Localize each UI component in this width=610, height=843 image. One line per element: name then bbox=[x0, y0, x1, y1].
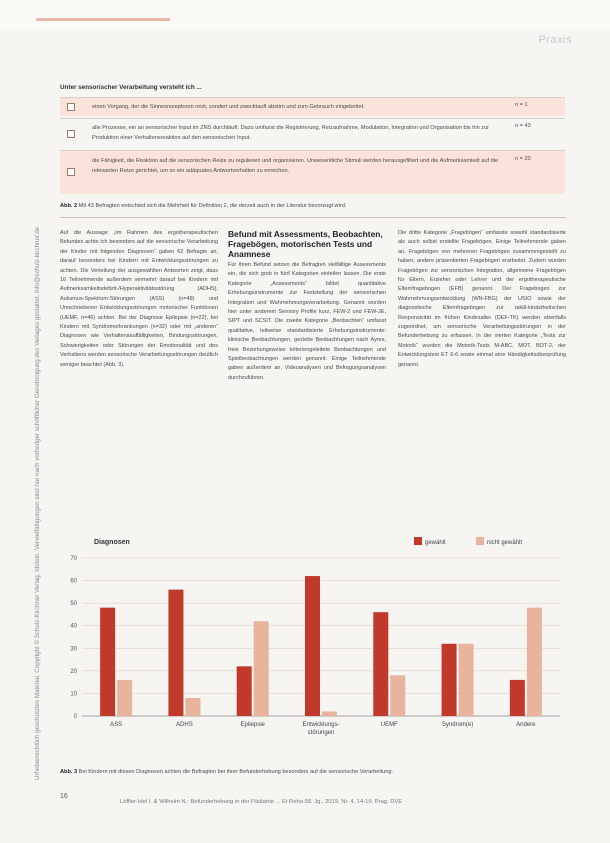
y-tick-label: 10 bbox=[70, 691, 77, 698]
y-tick-label: 30 bbox=[70, 646, 77, 653]
row-count: n = 1 bbox=[515, 102, 528, 108]
bar-gewaehlt bbox=[168, 590, 183, 716]
x-tick-label: Epilepsie bbox=[240, 722, 265, 728]
bar-gewaehlt bbox=[237, 666, 252, 716]
chart-title: Diagnosen bbox=[94, 539, 130, 546]
x-tick-label: störungen bbox=[307, 730, 335, 736]
section-label: Praxis bbox=[538, 34, 572, 46]
copyright-side-note: Urheberrechtlich geschütztes Material. Copyright © Schulz-Kirchner Verlag, Idstein. Vervielfältigungen sind nur nach vorheriger schriftlicher Genehmigung des Verlages gestattet. info@schulz-kirchner.de bbox=[34, 226, 41, 780]
legend-label: nicht gewählt bbox=[487, 540, 523, 546]
y-tick-label: 60 bbox=[70, 578, 77, 585]
bar-nicht-gewaehlt bbox=[527, 608, 542, 716]
y-tick-label: 70 bbox=[70, 556, 77, 562]
diagnoses-bar-chart bbox=[60, 532, 566, 764]
table-row bbox=[60, 118, 565, 147]
bar-nicht-gewaehlt bbox=[254, 621, 269, 716]
bar-nicht-gewaehlt bbox=[322, 711, 337, 716]
figure-caption-3 bbox=[60, 769, 566, 775]
caption-label: Abb. 2 bbox=[60, 203, 78, 209]
caption-text: Mit 43 Befragten entschied sich die Mehrheit für Definition 2, die derzeit auch in der Literatur bevorzugt wird. bbox=[78, 203, 347, 209]
table-row bbox=[60, 150, 565, 194]
section-heading: Befund mit Assessments, Beobachten, Fragebögen, motorischen Tests und Anamnese bbox=[228, 229, 383, 259]
checkbox-icon bbox=[67, 168, 75, 176]
row-text: alle Prozesse, ein an sensorischer Input im ZNS durchläuft. Dazu umfasst die Registrierung, Reizaufnahme, Modulation, Integration und Organisation bis hin zur Produktion einer Verhaltensreaktion auf den sensorischen Input. bbox=[92, 125, 490, 141]
x-tick-label: Andere bbox=[516, 722, 536, 728]
body-column-1: Auf die Aussage „Im Rahmen des ergotherapeutischen Befundes achte ich besonders auf die sensorische Verarbeitung der Kinder mit folgenden Diagnosen“ gaben 62 Befragte an, darauf besonders bei Kindern mit Entwicklungsstörungen zu achten. Die Verteilung der ausgewählten Antworten zeigt, dass 16 Teilnehmende außerdem vermehrt darauf bei Kindern mit Aufmerksamkeitsdefizit-/Hyperaktivitätsstörung (ADHS), Autismus-Spektrum-Störungen (ASS) (n=48) und Umschriebener Entwicklungsstörungen motorischer Funktionen (UEMF, n=46) achten. Bei der Diagnose Epilepsie (n=22), bei Kindern mit Syndromerkrankungen (n=32) oder mit „anderen“ Diagnosen wie Verhaltensauffälligkeiten, Bindungsstörungen, Schwierigkeiten oder Störungen der Emotionalität und des Verhaltens werden sensorische Verarbeitungsstörungen deutlich weniger beachtet (Abb. 3). bbox=[60, 230, 218, 368]
body-column-3: Die dritte Kategorie „Fragebögen“ umfasste sowohl standardisierte als auch selbst erstellte Fragebögen. Einige Teilnehmende gaben an, Fragebögen von mehreren Fragebögen zusammengestellt zu haben, andere präsentierten Fragebögen erarbeitet. Zudem wurden Fragebögen zur sensorischen Integration, allgemeine Fragebögen für Eltern, Erzieher oder Lehrer und der ergotherapeutische Elternfragebogen (EFB) genannt. Der Fragebogen zur Wahrnehmungsentwicklung (WN-FBG) der USIO sowie der diagnostische Elternfragebogen zur taktil-kinästhetischen Responsivität im frühen Kindesalter (DEF-TK) werden ebenfalls zugeordnet, um sensorische Verarbeitungsstörungen in der Befunderhebung zu erfassen. In der vierten Kategorie „Tests zur Motorik“ wurden die Motorik-Tests M-ABC, MOT, BOT-2, der Entwicklungstest ET 6-6 sowie einmal eine Händigkeitsüberprüfung genannt. bbox=[398, 230, 566, 368]
bar-gewaehlt bbox=[100, 608, 115, 716]
top-accent-line bbox=[36, 18, 170, 21]
table-title: Unter sensorischer Verarbeitung versteht ich ... bbox=[60, 84, 202, 91]
caption-text: Bei Kindern mit diesen Diagnosen achten die Befragten bei ihrer Befunderhebung besonders auf die sensorische Verarbeitung. bbox=[78, 769, 394, 775]
bar-gewaehlt bbox=[510, 680, 525, 716]
bar-nicht-gewaehlt bbox=[185, 698, 200, 716]
x-tick-label: Syndrom(e) bbox=[441, 722, 474, 728]
body-column-2 bbox=[228, 229, 386, 383]
y-tick-label: 40 bbox=[70, 623, 77, 630]
legend-label: gewählt bbox=[425, 540, 446, 546]
legend-swatch bbox=[414, 537, 422, 545]
bar-nicht-gewaehlt bbox=[459, 644, 474, 716]
bar-gewaehlt bbox=[373, 612, 388, 716]
legend-swatch bbox=[476, 537, 484, 545]
row-text: einen Vorgang, der die Sinnesrezeptoren reizt, sondert und zwecktauft abstirn und zum Gebrauch eingebettet. bbox=[92, 104, 365, 110]
citation-footer: Löffler-Idel I. & Wilhelm N.: Befunderhebung in der Pädiatrie ... Et Reha 58. Jg., 2019, Nr. 4, 14-19, Prag. DVE bbox=[120, 799, 403, 805]
divider bbox=[60, 217, 566, 218]
y-tick-label: 0 bbox=[73, 714, 77, 720]
x-tick-label: UEMF bbox=[380, 722, 398, 728]
row-count: n = 20 bbox=[515, 156, 531, 162]
page-top-bar bbox=[0, 0, 610, 30]
bar-nicht-gewaehlt bbox=[390, 675, 405, 716]
table-row bbox=[60, 97, 565, 116]
body-text: Für ihren Befund setzen die Befragten vielfältige Assessments ein, die sich grob in fünf Kategorien einteilen lassen. Die erste Kategorie „Assessments“ bildet quantitative Erhebungsinstrumente zur Feststellung der sensorischen Integration und Wahrnehmungsverarbeitung. Genannt wurden hier unter anderem Sensory Profile kurz, FEW-2 und FEW-JE, SIPT und SCSIT. Die zweite Kategorie „Beobachten“ umfasst qualitative, teilweise standardisierte Erhebungsinstrumente: klinische Beobachtungen, gezielte Beobachtungen nach Ayres, freie Beziehungsweise kriteriengeleitete Beobachtungen und Spielbeobachtungen werden genannt. Einige Teilnehmende gaben außerdem an, Videoanalysen und Befragungsanalysen durchzuführen. bbox=[228, 262, 386, 381]
y-tick-label: 20 bbox=[70, 668, 77, 675]
checkbox-icon bbox=[67, 103, 75, 111]
row-text: die Fähigkeit, die Reaktion auf die sensorischen Reize zu regulieren und organisieren. Unwesentliche Stimuli werden herausgefiltert und die Aufmerksamkeit auf die relevanten Reize gerichtet, um so ein adäquates Antwortverhalten zu erreichen. bbox=[92, 158, 499, 174]
x-tick-label: ADHS bbox=[176, 722, 193, 728]
checkbox-icon bbox=[67, 130, 75, 138]
page-number: 16 bbox=[60, 793, 68, 800]
row-count: n = 43 bbox=[515, 123, 531, 129]
caption-label: Abb. 3 bbox=[60, 769, 78, 775]
x-tick-label: ASS bbox=[110, 722, 123, 728]
bar-gewaehlt bbox=[305, 576, 320, 716]
bar-gewaehlt bbox=[442, 644, 457, 716]
y-tick-label: 50 bbox=[70, 601, 77, 608]
figure-caption-2 bbox=[60, 203, 566, 209]
x-tick-label: Entwicklungs- bbox=[302, 722, 340, 728]
bar-nicht-gewaehlt bbox=[117, 680, 132, 716]
